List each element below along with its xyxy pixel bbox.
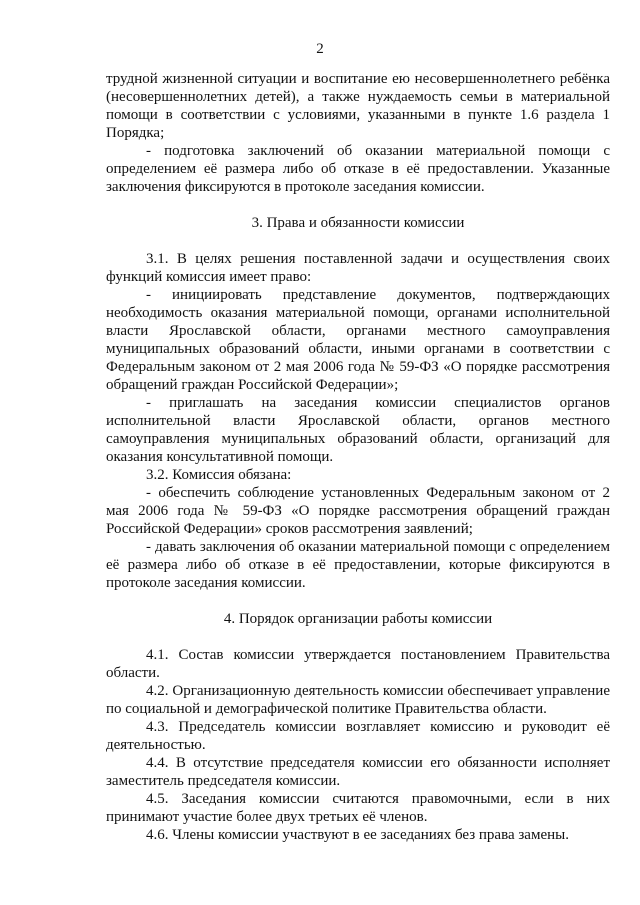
section-3-paragraph: 3.2. Комиссия обязана: [146,467,292,483]
document-body [106,70,610,844]
section-4-heading: 4. Порядок организации работы комиссии [223,611,493,627]
section-4-paragraph: 4.1. Состав комиссии утверждается постановлением Правительства области. [106,647,610,681]
section-3-paragraph: - инициировать представление документов, подтверждающих необходимость оказания материальной помощи, органами исполнительной власти Ярославской области, органами местного самоуправления муниципальных образований области, иными органами в соответствии с Федеральным законом от 2 мая 2006 года № 59-ФЗ «О порядке рассмотрения обращений граждан Российской Федерации»; [106,287,610,393]
section-4-paragraph: 4.3. Председатель комиссии возглавляет комиссию и руководит её деятельностью. [106,719,610,753]
page-number: 2 [316,41,324,57]
section-3-heading: 3. Права и обязанности комиссии [251,215,465,231]
section-4-paragraph: 4.6. Члены комиссии участвуют в ее заседаниях без права замены. [146,827,569,843]
section-3-paragraph: - давать заключения об оказании материальной помощи с определением её размера либо об отказе в её предоставлении, которые фиксируются в протоколе заседания комиссии. [106,539,610,591]
section-3-paragraph: - приглашать на заседания комиссии специалистов органов исполнительной власти Ярославской области, органов местного самоуправления муниципальных образований области, организаций для оказания консультативной помощи. [106,395,610,465]
intro-paragraph-2: - подготовка заключений об оказании материальной помощи с определением её размера либо об отказе в её предоставлении. Указанные заключения фиксируются в протоколе заседания комиссии. [106,143,610,195]
section-4-paragraph: 4.5. Заседания комиссии считаются правомочными, если в них принимают участие более двух третьих её членов. [106,791,610,825]
intro-paragraph-1: трудной жизненной ситуации и воспитание ею несовершеннолетнего ребёнка (несовершеннолетних детей), а также нуждаемость семьи в материальной помощи в соответствии с условиями, указанными в пункте 1.6 раздела 1 Порядка; [106,71,610,141]
section-3-paragraph: 3.1. В целях решения поставленной задачи и осуществления своих функций комиссия имеет право: [106,251,610,285]
section-4-paragraph: 4.4. В отсутствие председателя комиссии его обязанности исполняет заместитель председателя комиссии. [106,755,610,789]
section-3-paragraph: - обеспечить соблюдение установленных Федеральным законом от 2 мая 2006 года № 59-ФЗ «О порядке рассмотрения обращений граждан Российской Федерации» сроков рассмотрения заявлений; [106,485,610,537]
section-4-paragraph: 4.2. Организационную деятельность комиссии обеспечивает управление по социальной и демографической политике Правительства области. [106,683,610,717]
